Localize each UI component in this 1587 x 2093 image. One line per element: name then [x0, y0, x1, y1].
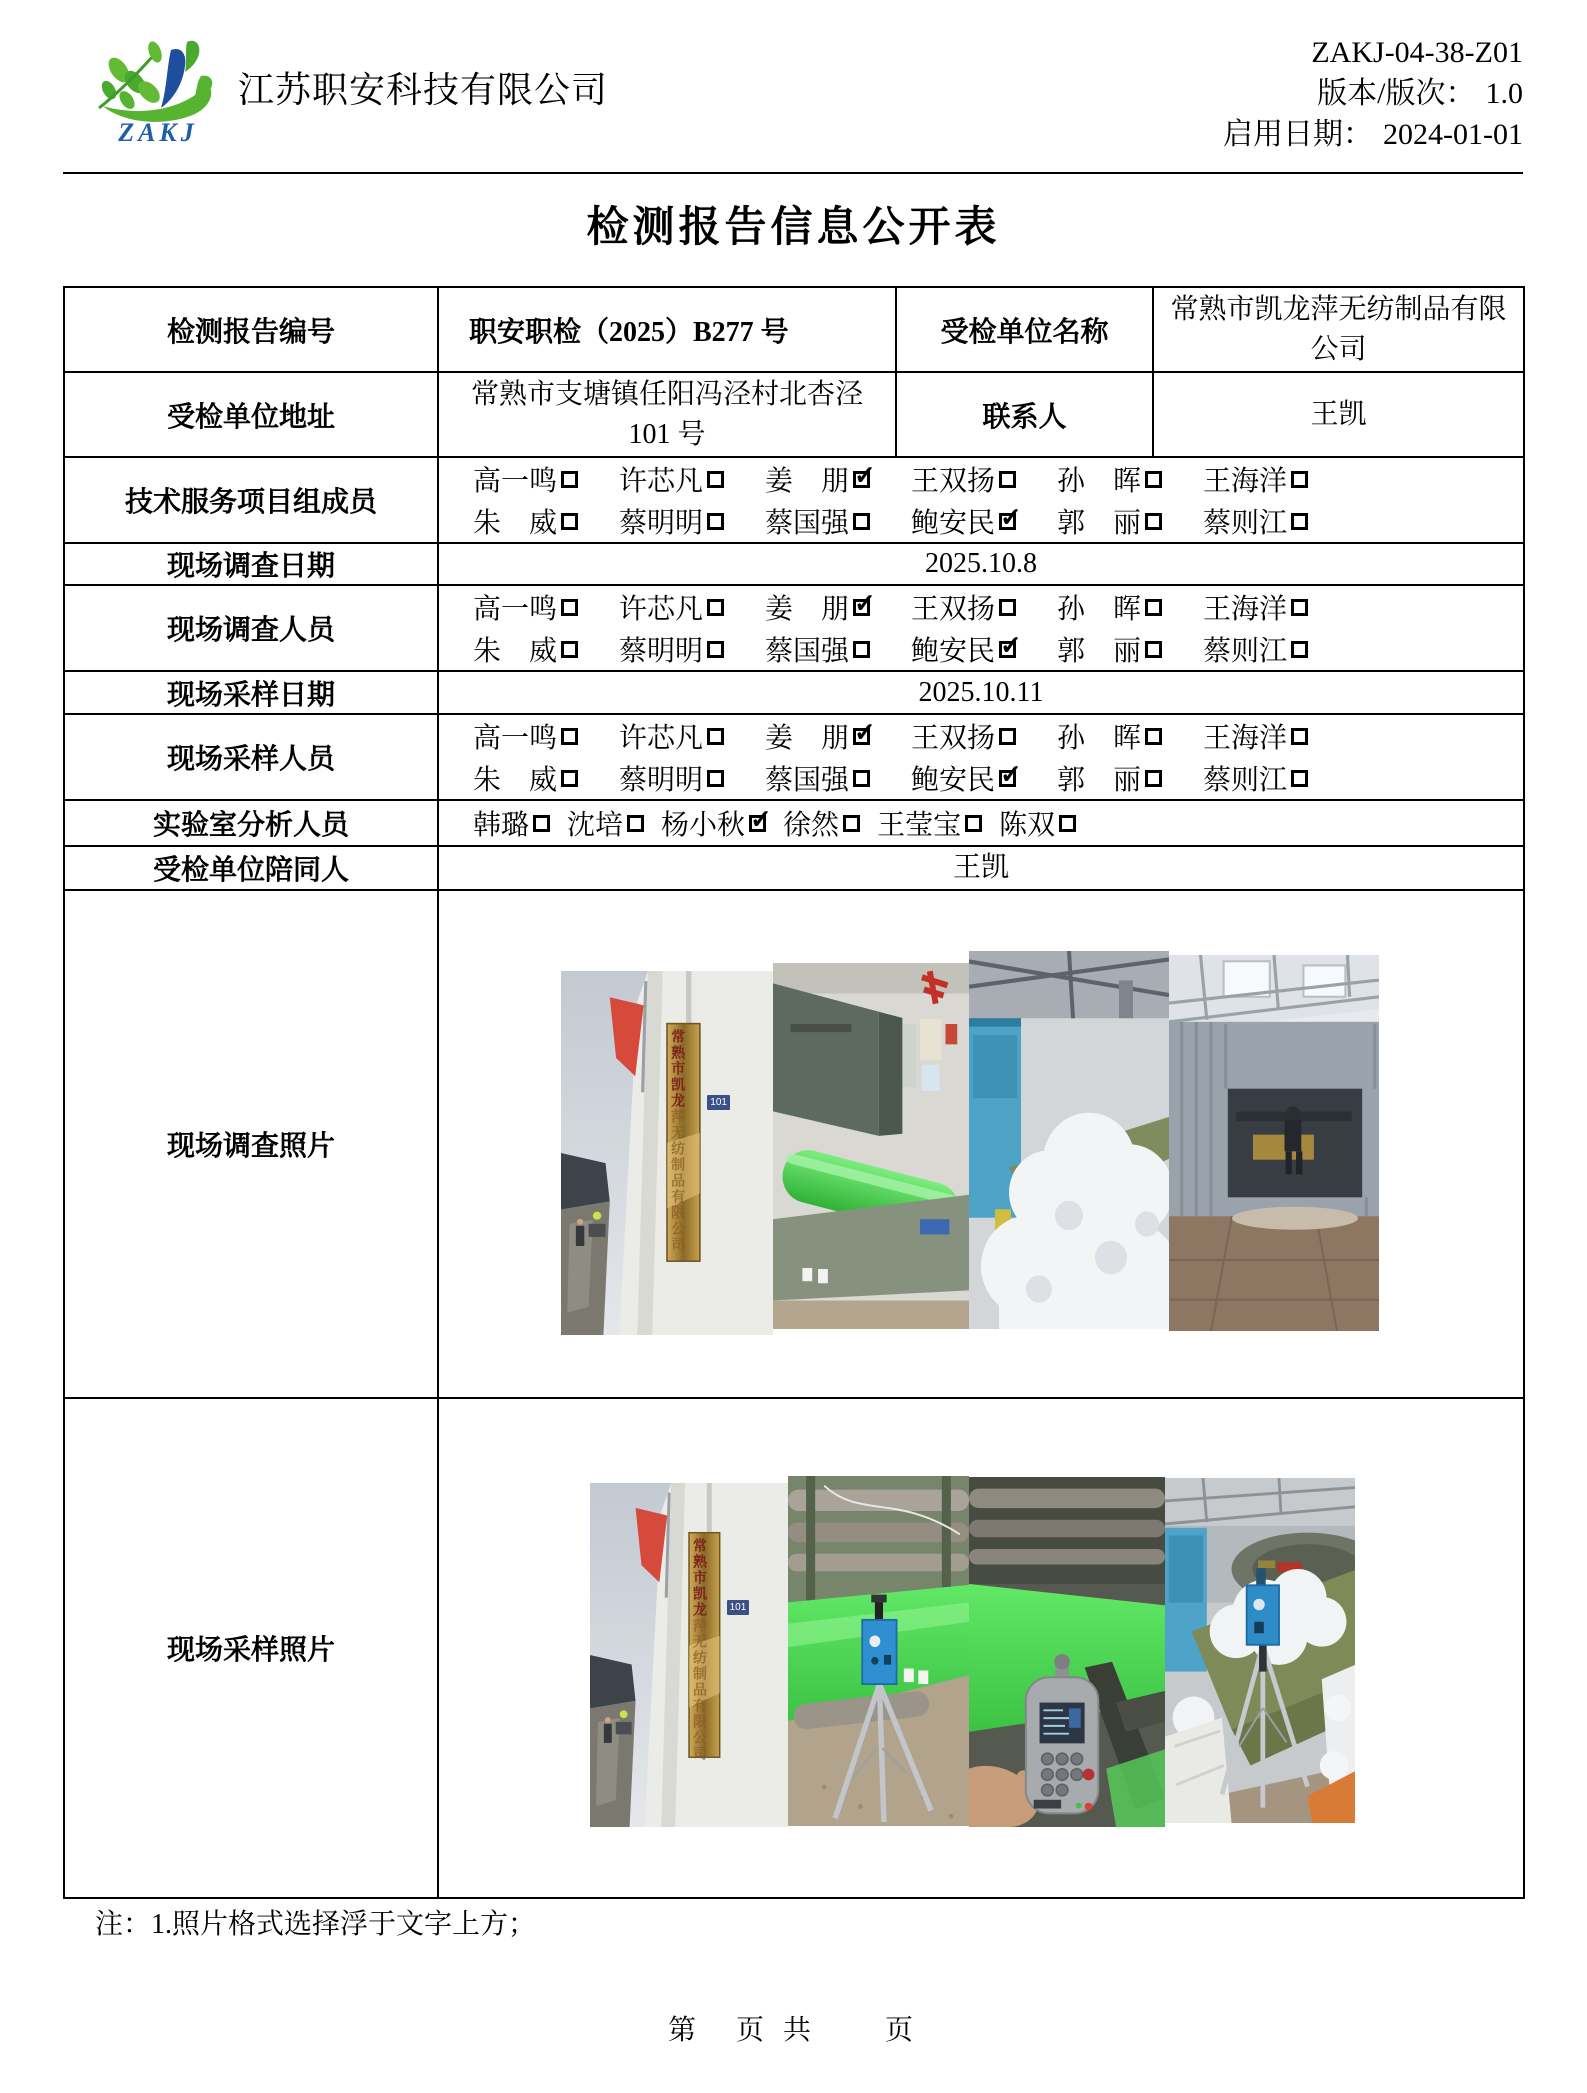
- member-name: 姜 朋: [765, 466, 850, 497]
- member-item: [473, 758, 619, 798]
- member-item: [661, 803, 772, 843]
- member-checkbox[interactable]: [999, 759, 1022, 789]
- member-name: 鲍安民: [911, 636, 996, 667]
- report-info-table: [63, 286, 1525, 1899]
- member-checkbox[interactable]: [1145, 471, 1162, 488]
- member-item: [473, 501, 619, 541]
- member-item: [765, 459, 911, 499]
- member-item: [473, 629, 619, 669]
- member-name: 姜 朋: [765, 594, 850, 625]
- member-name: 杨小秋: [661, 810, 746, 841]
- table-row: [64, 1398, 1524, 1898]
- check-mark-icon: ✓: [1000, 759, 1022, 789]
- survey-staff-cell: [438, 585, 1524, 671]
- member-checkbox[interactable]: [1291, 513, 1308, 530]
- member-name: 蔡明明: [619, 765, 704, 796]
- members-line-1: [473, 715, 1523, 757]
- unit-name-value: 常熟市凯龙萍无纺制品有限公司: [1153, 287, 1524, 372]
- member-checkbox[interactable]: [707, 471, 724, 488]
- sampling-photos-label: 现场采样照片: [64, 1398, 438, 1898]
- version-label: 版本/版次：: [1317, 77, 1476, 110]
- member-name: 王海洋: [1203, 723, 1288, 754]
- document-code: ZAKJ-04-38-Z01: [1311, 36, 1523, 69]
- sampling-staff-label: 现场采样人员: [64, 714, 438, 800]
- table-row: [64, 846, 1524, 890]
- member-item: [765, 587, 911, 627]
- member-checkbox[interactable]: [561, 513, 578, 530]
- team-members-grid: [439, 458, 1523, 542]
- member-item: [765, 501, 911, 541]
- member-item: [619, 587, 765, 627]
- member-item: [619, 459, 765, 499]
- member-item: [911, 758, 1057, 798]
- member-name: 高一鸣: [473, 594, 558, 625]
- table-row: [64, 543, 1524, 585]
- report-no-label: 检测报告编号: [64, 287, 438, 372]
- member-item: [911, 459, 1057, 499]
- member-item: [473, 587, 619, 627]
- company-logo: [78, 36, 238, 148]
- enable-date-label: 启用日期：: [1223, 118, 1374, 151]
- factory-sign-text: 常熟市凯龙萍无纺制品有限公司: [690, 1538, 706, 1763]
- member-item: [473, 716, 619, 756]
- member-item: [911, 629, 1057, 669]
- member-item: [567, 803, 644, 843]
- team-members-cell: [438, 457, 1524, 543]
- member-checkbox[interactable]: [707, 641, 724, 658]
- member-item: [765, 716, 911, 756]
- report-no-value: 职安职检（2025）B277 号: [438, 287, 896, 372]
- member-item: [619, 758, 765, 798]
- member-name: 孙 晖: [1057, 594, 1142, 625]
- member-name: 蔡国强: [765, 765, 850, 796]
- footnote: 注：1.照片格式选择浮于文字上方；: [95, 1909, 537, 1940]
- lab-staff-label: 实验室分析人员: [64, 800, 438, 846]
- member-item: [1057, 587, 1203, 627]
- member-name: 陈双: [999, 810, 1056, 841]
- document-info-block: [1223, 32, 1523, 155]
- table-row: [64, 671, 1524, 714]
- member-checkbox[interactable]: [707, 513, 724, 530]
- member-checkbox[interactable]: [1291, 728, 1308, 745]
- member-name: 孙 晖: [1057, 466, 1142, 497]
- version-line: [1223, 73, 1523, 114]
- leaf-logo-icon: [83, 36, 233, 122]
- member-name: 许芯凡: [619, 594, 704, 625]
- sampling-photo-tripod-instrument: [788, 1476, 969, 1826]
- table-row: [64, 585, 1524, 671]
- survey-photo-cotton-pile: [969, 951, 1169, 1329]
- table-row: [64, 372, 1524, 457]
- member-name: 鲍安民: [911, 508, 996, 539]
- survey-photo-factory-sign: [561, 971, 773, 1335]
- member-item: [911, 501, 1057, 541]
- member-checkbox[interactable]: [999, 728, 1016, 745]
- member-name: 姜 朋: [765, 723, 850, 754]
- check-mark-icon: ✓: [750, 804, 772, 834]
- member-item: [1057, 716, 1203, 756]
- member-name: 蔡则江: [1203, 508, 1288, 539]
- member-item: [1203, 629, 1349, 669]
- check-mark-icon: ✓: [854, 588, 876, 618]
- member-item: [473, 459, 619, 499]
- table-row: [64, 287, 1524, 372]
- sampling-photo-factory-sign: [590, 1483, 788, 1827]
- member-name: 王海洋: [1203, 466, 1288, 497]
- member-checkbox[interactable]: [1291, 770, 1308, 787]
- member-checkbox[interactable]: [749, 804, 772, 834]
- member-checkbox[interactable]: [707, 599, 724, 616]
- member-item: [619, 629, 765, 669]
- version-value: 1.0: [1485, 77, 1523, 110]
- member-checkbox[interactable]: [853, 770, 870, 787]
- members-line-1: [473, 586, 1523, 628]
- member-name: 蔡则江: [1203, 636, 1288, 667]
- member-item: [877, 803, 982, 843]
- check-mark-icon: ✓: [1000, 630, 1022, 660]
- member-item: [765, 629, 911, 669]
- member-item: [911, 587, 1057, 627]
- member-checkbox[interactable]: [999, 471, 1016, 488]
- member-name: 郭 丽: [1057, 636, 1142, 667]
- member-name: 王双扬: [911, 723, 996, 754]
- member-checkbox[interactable]: [1291, 599, 1308, 616]
- sampling-photo-tripod-cotton: [1165, 1478, 1355, 1823]
- member-checkbox[interactable]: [999, 599, 1016, 616]
- member-checkbox[interactable]: [1145, 599, 1162, 616]
- check-mark-icon: ✓: [1000, 502, 1022, 532]
- survey-staff-label: 现场调查人员: [64, 585, 438, 671]
- members-line-1: [473, 458, 1523, 500]
- sampling-staff-grid: [439, 715, 1523, 799]
- member-item: [1203, 716, 1349, 756]
- company-name: 江苏职安科技有限公司: [238, 70, 609, 110]
- member-name: 蔡国强: [765, 636, 850, 667]
- companion-value: 王凯: [438, 846, 1524, 890]
- member-checkbox[interactable]: [707, 770, 724, 787]
- contact-value: 王凯: [1153, 372, 1524, 457]
- member-name: 蔡明明: [619, 508, 704, 539]
- member-name: 王双扬: [911, 594, 996, 625]
- members-line-2: [473, 628, 1523, 670]
- member-item: [1057, 629, 1203, 669]
- member-name: 郭 丽: [1057, 765, 1142, 796]
- member-checkbox[interactable]: [1291, 471, 1308, 488]
- member-name: 郭 丽: [1057, 508, 1142, 539]
- unit-address-value: 常熟市支塘镇任阳冯泾村北杏泾101 号: [438, 372, 896, 457]
- survey-photos-cell: [438, 890, 1524, 1398]
- member-checkbox[interactable]: [843, 815, 860, 832]
- member-name: 许芯凡: [619, 466, 704, 497]
- header-divider: [63, 172, 1523, 174]
- page-number-line: 第 页 共 页: [667, 2015, 919, 2046]
- member-item: [999, 803, 1076, 843]
- member-name: 王海洋: [1203, 594, 1288, 625]
- member-checkbox[interactable]: [1145, 770, 1162, 787]
- check-mark-icon: ✓: [854, 460, 876, 490]
- sampling-date-label: 现场采样日期: [64, 671, 438, 714]
- member-checkbox[interactable]: [853, 460, 876, 490]
- member-name: 韩璐: [473, 810, 530, 841]
- survey-photo-warehouse-interior: [1169, 955, 1379, 1331]
- page-title: 检测报告信息公开表: [586, 205, 1001, 251]
- member-item: [911, 716, 1057, 756]
- member-item: [473, 803, 550, 843]
- member-item: [1057, 758, 1203, 798]
- member-item: [1203, 587, 1349, 627]
- member-name: 鲍安民: [911, 765, 996, 796]
- lab-staff-cell: [438, 800, 1524, 846]
- member-checkbox[interactable]: [853, 641, 870, 658]
- member-name: 沈培: [567, 810, 624, 841]
- survey-staff-grid: [439, 586, 1523, 670]
- survey-photo-green-roll-machine: [773, 963, 969, 1329]
- survey-photos-label: 现场调查照片: [64, 890, 438, 1398]
- member-checkbox[interactable]: [707, 728, 724, 745]
- address-plate: 101: [707, 1095, 730, 1110]
- member-name: 高一鸣: [473, 723, 558, 754]
- member-checkbox[interactable]: [853, 588, 876, 618]
- enable-date-value: 2024-01-01: [1383, 118, 1523, 151]
- table-row: [64, 890, 1524, 1398]
- survey-date-value: 2025.10.8: [438, 543, 1524, 585]
- team-label: 技术服务项目组成员: [64, 457, 438, 543]
- member-checkbox[interactable]: [627, 815, 644, 832]
- member-checkbox[interactable]: [1059, 815, 1076, 832]
- member-item: [1057, 501, 1203, 541]
- lab-members-line: [439, 801, 1523, 845]
- member-checkbox[interactable]: [853, 717, 876, 747]
- member-name: 孙 晖: [1057, 723, 1142, 754]
- member-item: [1057, 459, 1203, 499]
- survey-date-label: 现场调查日期: [64, 543, 438, 585]
- member-checkbox[interactable]: [561, 471, 578, 488]
- contact-label: 联系人: [896, 372, 1153, 457]
- member-item: [783, 803, 860, 843]
- table-row: [64, 457, 1524, 543]
- member-name: 蔡国强: [765, 508, 850, 539]
- member-checkbox[interactable]: [1145, 728, 1162, 745]
- member-name: 许芯凡: [619, 723, 704, 754]
- member-name: 朱 威: [473, 765, 558, 796]
- enable-date-line: [1223, 114, 1523, 155]
- member-item: [1203, 459, 1349, 499]
- member-name: 蔡则江: [1203, 765, 1288, 796]
- member-checkbox[interactable]: [533, 815, 550, 832]
- check-mark-icon: ✓: [854, 717, 876, 747]
- member-item: [619, 501, 765, 541]
- sampling-photo-handheld-meter: [969, 1477, 1165, 1827]
- members-line-2: [473, 757, 1523, 799]
- member-item: [619, 716, 765, 756]
- member-name: 高一鸣: [473, 466, 558, 497]
- member-name: 徐然: [783, 810, 840, 841]
- member-checkbox[interactable]: [999, 502, 1022, 532]
- companion-label: 受检单位陪同人: [64, 846, 438, 890]
- address-plate: 101: [727, 1600, 750, 1615]
- sampling-date-value: 2025.10.11: [438, 671, 1524, 714]
- member-item: [1203, 501, 1349, 541]
- member-checkbox[interactable]: [1145, 641, 1162, 658]
- member-checkbox[interactable]: [561, 599, 578, 616]
- member-checkbox[interactable]: [1145, 513, 1162, 530]
- unit-address-label: 受检单位地址: [64, 372, 438, 457]
- table-row: [64, 714, 1524, 800]
- sampling-staff-cell: [438, 714, 1524, 800]
- table-row: [64, 800, 1524, 846]
- member-checkbox[interactable]: [561, 728, 578, 745]
- member-name: 蔡明明: [619, 636, 704, 667]
- logo-acronym: ZAKJ: [118, 118, 198, 147]
- member-item: [765, 758, 911, 798]
- member-checkbox[interactable]: [561, 641, 578, 658]
- member-checkbox[interactable]: [853, 513, 870, 530]
- unit-name-label: 受检单位名称: [896, 287, 1153, 372]
- member-checkbox[interactable]: [1291, 641, 1308, 658]
- member-checkbox[interactable]: [561, 770, 578, 787]
- members-line-2: [473, 500, 1523, 542]
- member-checkbox[interactable]: [965, 815, 982, 832]
- member-name: 王双扬: [911, 466, 996, 497]
- member-name: 王莹宝: [877, 810, 962, 841]
- member-checkbox[interactable]: [999, 630, 1022, 660]
- member-item: [1203, 758, 1349, 798]
- member-name: 朱 威: [473, 508, 558, 539]
- sampling-photos-cell: [438, 1398, 1524, 1898]
- factory-sign-text: 常熟市凯龙萍无纺制品有限公司: [669, 1029, 685, 1254]
- member-name: 朱 威: [473, 636, 558, 667]
